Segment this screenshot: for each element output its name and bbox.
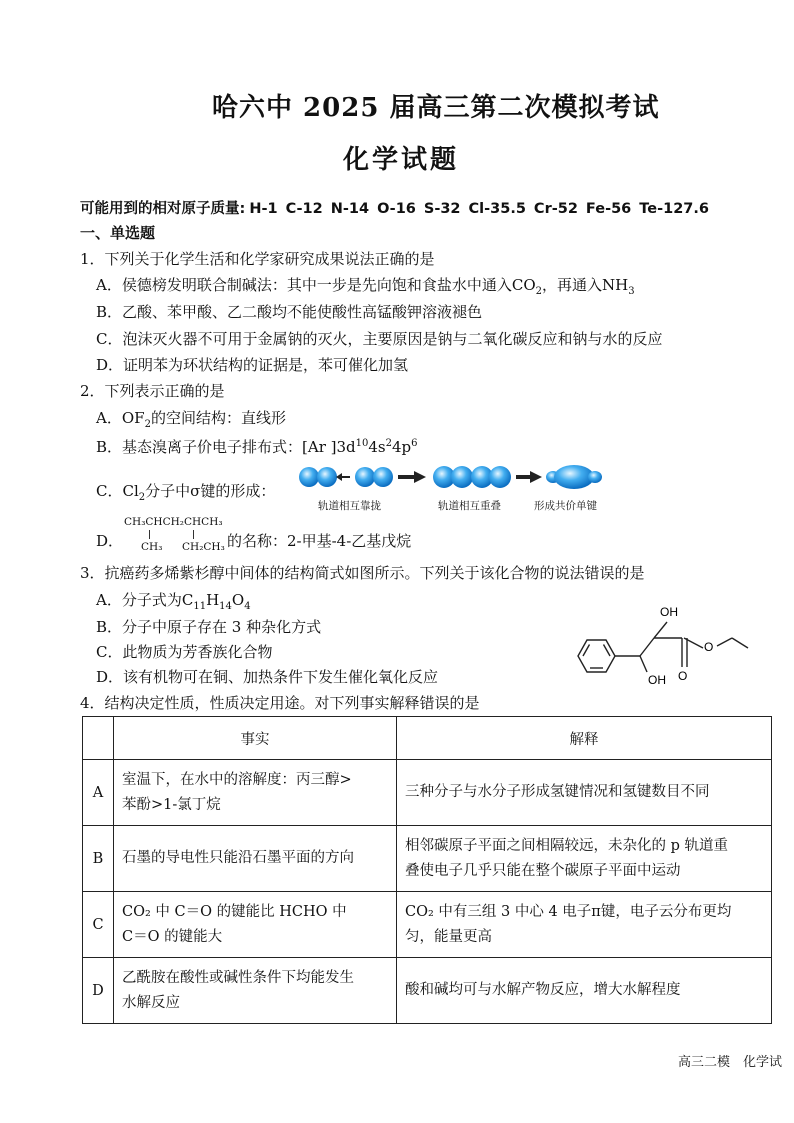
- explain-line: CO₂ 中有三组 3 中心 4 电子π键，电子云分布更均: [405, 903, 732, 920]
- mass-item: Cl-35.5: [468, 201, 526, 217]
- q4-stem: 4．结构决定性质，性质决定用途。对下列事实解释错误的是: [80, 694, 480, 712]
- q2-option-a: [96, 407, 286, 430]
- table-header-row: [83, 717, 772, 760]
- formula-co2: CO: [511, 276, 536, 294]
- q3-option-b: B．分子中原子存在 3 种杂化方式: [96, 618, 322, 636]
- fact-line: 室温下，在水中的溶解度：丙三醇>: [122, 771, 352, 788]
- row-fact: [114, 760, 397, 826]
- formula-sup: 10: [355, 438, 369, 449]
- diagram-caption-bond: 形成共价单键: [534, 500, 597, 512]
- row-letter: C: [83, 892, 114, 958]
- q3-o-ester: O: [704, 640, 714, 654]
- q2b-core: [Ar ]3d: [302, 438, 356, 456]
- fact-line: 水解反应: [122, 994, 180, 1011]
- row-letter: D: [83, 958, 114, 1024]
- exam-subtitle: 化学试题: [343, 145, 460, 175]
- q2d-branch-bar: [149, 530, 150, 539]
- q3-option-d: D．该有机物可在铜、加热条件下发生催化氧化反应: [96, 668, 439, 686]
- formula-sub: 2: [138, 492, 146, 503]
- q2a-letter: A．: [96, 409, 122, 427]
- q3-option-c: C．此物质为芳香族化合物: [96, 643, 273, 661]
- q2d-structure-line1: CH₃CHCH₂CHCH₃: [124, 516, 223, 528]
- row-fact: [114, 826, 397, 892]
- atomic-masses: [80, 197, 709, 218]
- fact-line: 石墨的导电性只能沿石墨平面的方向: [122, 850, 354, 866]
- q1-option-a: [96, 274, 635, 297]
- orbitals-approaching: [299, 467, 393, 487]
- diagram-caption-approach: 轨道相互靠拢: [318, 500, 381, 512]
- q1-option-d: D．证明苯为环状结构的证据是，苯可催化加氢: [96, 356, 409, 374]
- q2b-mid: 4s: [368, 438, 386, 456]
- q3-o-carbonyl: O: [678, 669, 688, 683]
- q2d-name: 的名称：2-甲基-4-乙基戊烷: [227, 532, 412, 550]
- q1-option-c: C．泡沫灭火器不可用于金属钠的灭火，主要原因是钠与二氧化碳反应和钠与水的反应: [96, 330, 663, 348]
- exam-title: 哈六中 2025 届高三第二次模拟考试: [212, 93, 660, 123]
- formula-o: O: [231, 591, 245, 609]
- q1-option-b: B．乙酸、苯甲酸、乙二酸均不能使酸性高锰酸钾溶液褪色: [96, 303, 483, 321]
- q2b-mid2: 4p: [392, 438, 412, 456]
- q2d-structure-branch-ethyl: CH₂CH₃: [182, 541, 225, 553]
- page-footer: 高三二模 化学试: [677, 1055, 782, 1070]
- row-explain: [397, 760, 772, 826]
- q3-structure-formula: [570, 598, 770, 693]
- row-fact: [114, 892, 397, 958]
- fact-line: C＝O 的键能大: [122, 928, 223, 945]
- formula-c: C: [181, 591, 194, 609]
- q2c-pre: C．Cl: [96, 482, 139, 500]
- q2a-rest: 的空间结构：直线形: [150, 409, 286, 427]
- mass-item: H-1: [249, 201, 278, 217]
- q3a-pre: A．分子式为: [96, 591, 182, 609]
- formula-of2: OF: [121, 409, 145, 427]
- q2d-structure-branch-ch3: CH₃: [141, 541, 163, 553]
- mass-item: Te-127.6: [639, 201, 709, 217]
- formula-sub: 11: [193, 601, 207, 612]
- fact-line: 乙酰胺在酸性或碱性条件下均能发生: [122, 969, 354, 986]
- q2-option-b: [96, 436, 418, 457]
- q2-stem: 2．下列表示正确的是: [80, 382, 225, 400]
- q2b-pre: B．基态溴离子价电子排布式：: [96, 438, 303, 456]
- table-row: [83, 826, 772, 892]
- q2-option-c: [96, 480, 275, 503]
- q2d-branch-bar: [193, 530, 194, 539]
- table-row: [83, 760, 772, 826]
- q3-oh-bottom: OH: [648, 673, 666, 687]
- mass-item: Cr-52: [533, 201, 578, 217]
- mass-item: C-12: [285, 201, 323, 217]
- explain-line: 酸和碱均可与水解产物反应，增大水解程度: [405, 982, 681, 998]
- explain-line: 相邻碳原子平面之间相隔较远，未杂化的 p 轨道重: [405, 837, 728, 854]
- table-header-explain: 解释: [397, 717, 772, 760]
- table-header-fact: 事实: [114, 717, 397, 760]
- q3-oh-top: OH: [660, 605, 678, 619]
- fact-line: CO₂ 中 C＝O 的键能比 HCHO 中: [122, 903, 347, 920]
- q2c-post: 分子中σ键的形成：: [145, 482, 276, 500]
- formula-sub: 4: [244, 601, 251, 612]
- explain-line: 三种分子与水分子形成氢键情况和氢键数目不同: [405, 784, 710, 800]
- q2d-letter: D．: [96, 532, 124, 550]
- explain-line: 匀，能量更高: [405, 928, 492, 945]
- covalent-bond-orbital: [546, 465, 602, 489]
- arrow-icon: [516, 471, 542, 483]
- mass-item: N-14: [330, 201, 370, 217]
- section-title: 一、单选题: [80, 224, 156, 242]
- row-explain: [397, 826, 772, 892]
- formula-sub: 2: [144, 419, 151, 430]
- orbitals-overlapping: [433, 466, 511, 488]
- formula-sup: 2: [385, 438, 393, 449]
- formula-h: H: [206, 591, 220, 609]
- q4-table: [82, 716, 772, 1024]
- formula-sub: 3: [628, 286, 635, 297]
- table-row: [83, 892, 772, 958]
- row-fact: [114, 958, 397, 1024]
- table-row: [83, 958, 772, 1024]
- mass-item: S-32: [423, 201, 461, 217]
- row-letter: A: [83, 760, 114, 826]
- atomic-masses-label: 可能用到的相对原子质量:: [80, 201, 246, 217]
- formula-sup: 6: [411, 438, 418, 449]
- row-explain: [397, 892, 772, 958]
- mass-item: Fe-56: [585, 201, 632, 217]
- row-explain: [397, 958, 772, 1024]
- fact-line: 苯酚>1-氯丁烷: [122, 796, 221, 813]
- q3-option-a: [96, 589, 251, 612]
- formula-sub: 2: [535, 286, 542, 297]
- arrow-icon: [398, 471, 426, 483]
- row-letter: B: [83, 826, 114, 892]
- q3-stem: 3．抗癌药多烯紫杉醇中间体的结构简式如图所示。下列关于该化合物的说法错误的是: [80, 564, 645, 582]
- explain-line: 叠使电子几乎只能在整个碳原子平面中运动: [405, 862, 681, 879]
- orbital-diagram: [298, 462, 618, 522]
- q1a-mid: ，再通入: [542, 276, 603, 294]
- q1-stem: 1．下列关于化学生活和化学家研究成果说法正确的是: [80, 250, 435, 268]
- formula-nh3: NH: [602, 276, 629, 294]
- formula-sub: 14: [219, 601, 232, 612]
- q1a-pre: A．侯德榜发明联合制碱法：其中一步是先向饱和食盐水中通入: [96, 276, 512, 294]
- mass-item: O-16: [377, 201, 416, 217]
- diagram-caption-overlap: 轨道相互重叠: [438, 500, 501, 512]
- table-header-blank: [83, 717, 114, 760]
